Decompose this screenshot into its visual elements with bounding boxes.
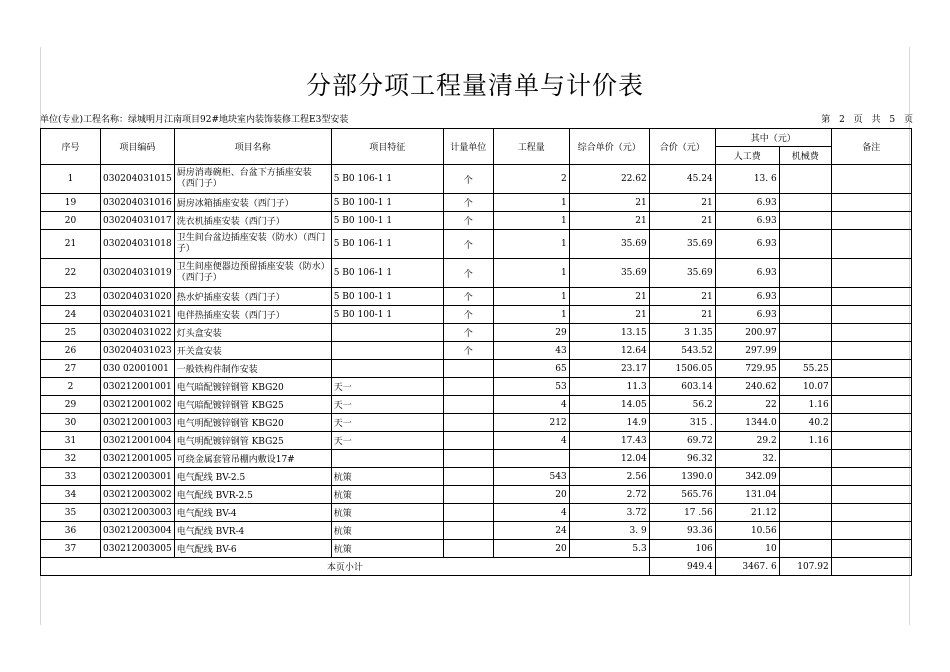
cell-name: 开关盒安装 [174, 342, 331, 360]
cell-machine [779, 486, 831, 504]
cell-unit: 个 [443, 212, 493, 230]
cell-qty: 4 [493, 432, 569, 450]
cell-name: 电伴热插座安装（西门子） [174, 306, 331, 324]
cell-code: 030212001005 [101, 450, 175, 468]
cell-machine [779, 522, 831, 540]
document-title: 分部分项工程量清单与计价表 [305, 71, 644, 100]
cell-total: 106 [649, 540, 715, 558]
cell-machine [779, 165, 831, 194]
cell-unit-price: 14.9 [569, 414, 649, 432]
cell-name: 电气明配镀锌钢管 KBG25 [174, 432, 331, 450]
cell-remark [831, 486, 911, 504]
cell-unit [443, 360, 493, 378]
cell-name: 电气明配镀锌钢管 KBG20 [174, 414, 331, 432]
cell-unit: 个 [443, 165, 493, 194]
cell-qty: 29 [493, 324, 569, 342]
cell-feature: 5 B0 100-1 1 [331, 306, 443, 324]
cell-qty: 1 [493, 259, 569, 288]
cell-code: 030212001002 [101, 396, 175, 414]
cell-seq: 35 [41, 504, 101, 522]
cell-labor: 131.04 [715, 486, 779, 504]
cell-seq: 32 [41, 450, 101, 468]
table-row [41, 306, 912, 324]
cell-labor: 21.12 [715, 504, 779, 522]
cell-seq: 33 [41, 468, 101, 486]
cell-name: 厨房冰箱插座安装（西门子） [174, 194, 331, 212]
header-total: 合价（元） [649, 129, 715, 165]
cell-unit-price: 12.64 [569, 342, 649, 360]
cell-code: 030204031019 [101, 259, 175, 288]
cell-code: 030204031023 [101, 342, 175, 360]
cell-labor: 1344.0 [715, 414, 779, 432]
cell-feature: 5 B0 106-1 1 [331, 259, 443, 288]
cell-name: 电气配线 BV-4 [174, 504, 331, 522]
cell-feature [331, 324, 443, 342]
cell-code: 030212003005 [101, 540, 175, 558]
cell-code: 030204031017 [101, 212, 175, 230]
cell-total: 96.32 [649, 450, 715, 468]
cell-total: 93.36 [649, 522, 715, 540]
table-row [41, 259, 912, 288]
cell-labor: 10 [715, 540, 779, 558]
cell-feature: 天一 [331, 396, 443, 414]
cell-seq: 1 [41, 165, 101, 194]
cell-unit [443, 540, 493, 558]
cell-unit-price: 21 [569, 288, 649, 306]
table-row [41, 342, 912, 360]
cell-unit [443, 432, 493, 450]
cell-labor: 6.93 [715, 306, 779, 324]
cell-total: 35.69 [649, 259, 715, 288]
cell-machine [779, 468, 831, 486]
cell-code: 030204031016 [101, 194, 175, 212]
cell-name: 厨房消毒碗柜、台盆下方插座安装（西门子） [174, 165, 331, 194]
cell-remark [831, 342, 911, 360]
cell-code: 030204031018 [101, 230, 175, 259]
cell-unit: 个 [443, 342, 493, 360]
header-labor: 人工费 [715, 147, 779, 165]
cell-name: 电气配线 BVR-4 [174, 522, 331, 540]
table-row [41, 165, 912, 194]
cell-unit [443, 378, 493, 396]
cell-code: 030212003004 [101, 522, 175, 540]
cell-code: 030204031015 [101, 165, 175, 194]
cell-unit [443, 414, 493, 432]
cell-remark [831, 414, 911, 432]
cell-unit-price: 35.69 [569, 230, 649, 259]
cell-code: 030212001004 [101, 432, 175, 450]
subtotal-row [41, 558, 912, 576]
cell-qty: 20 [493, 540, 569, 558]
cell-unit: 个 [443, 259, 493, 288]
cell-machine [779, 288, 831, 306]
cell-qty: 4 [493, 396, 569, 414]
cell-remark [831, 230, 911, 259]
subtotal-machine: 107.92 [779, 558, 831, 576]
cell-unit: 个 [443, 324, 493, 342]
cell-name: 电气配线 BV-6 [174, 540, 331, 558]
cell-seq: 26 [41, 342, 101, 360]
cell-code: 030212003001 [101, 468, 175, 486]
cell-qty: 43 [493, 342, 569, 360]
cell-feature: 杭策 [331, 504, 443, 522]
cell-machine [779, 342, 831, 360]
cell-code: 030212001001 [101, 378, 175, 396]
cell-total: 21 [649, 288, 715, 306]
header-code: 项目编码 [101, 129, 175, 165]
cell-name: 卫生间座便器边预留插座安装（防水）（西门子） [174, 259, 331, 288]
cell-machine [779, 450, 831, 468]
cell-total: 35.69 [649, 230, 715, 259]
table-row [41, 230, 912, 259]
cell-name: 卫生间台盆边插座安装（防水）（西门子） [174, 230, 331, 259]
table-row [41, 288, 912, 306]
cell-total: 69.72 [649, 432, 715, 450]
cell-feature [331, 342, 443, 360]
cell-qty: 1 [493, 194, 569, 212]
table-row [41, 522, 912, 540]
cell-unit: 个 [443, 230, 493, 259]
cell-name: 灯头盒安装 [174, 324, 331, 342]
subtotal-labor: 3467. 6 [715, 558, 779, 576]
cell-remark [831, 360, 911, 378]
cell-labor: 6.93 [715, 259, 779, 288]
cell-feature: 5 B0 106-1 1 [331, 165, 443, 194]
header-seq: 序号 [41, 129, 101, 165]
cell-name: 一般铁构件制作安装 [174, 360, 331, 378]
cell-total: 45.24 [649, 165, 715, 194]
cell-unit: 个 [443, 194, 493, 212]
page-number: 第 2 页 共 5 页 [821, 115, 916, 125]
cell-remark [831, 306, 911, 324]
cell-machine [779, 194, 831, 212]
cell-unit [443, 396, 493, 414]
cell-qty: 65 [493, 360, 569, 378]
cell-unit [443, 504, 493, 522]
cell-machine [779, 230, 831, 259]
table-row [41, 432, 912, 450]
cell-seq: 34 [41, 486, 101, 504]
cell-seq: 2 [41, 378, 101, 396]
cell-labor: 22 [715, 396, 779, 414]
cell-total: 603.14 [649, 378, 715, 396]
cell-code: 030204031022 [101, 324, 175, 342]
cell-seq: 27 [41, 360, 101, 378]
cell-feature [331, 450, 443, 468]
table-row [41, 486, 912, 504]
cell-unit: 个 [443, 288, 493, 306]
cell-total: 315 . [649, 414, 715, 432]
cell-feature: 杭策 [331, 468, 443, 486]
bill-of-quantities-table [40, 128, 912, 576]
header-unit: 计量单位 [443, 129, 493, 165]
cell-remark [831, 468, 911, 486]
cell-unit [443, 450, 493, 468]
cell-feature: 杭策 [331, 540, 443, 558]
cell-labor: 6.93 [715, 212, 779, 230]
cell-seq: 29 [41, 396, 101, 414]
header-feature: 项目特征 [331, 129, 443, 165]
cell-seq: 36 [41, 522, 101, 540]
cell-qty: 212 [493, 414, 569, 432]
table-row [41, 378, 912, 396]
cell-machine [779, 212, 831, 230]
cell-name: 可绕金属套管吊棚内敷设17# [174, 450, 331, 468]
cell-unit-price: 35.69 [569, 259, 649, 288]
header-qty: 工程量 [493, 129, 569, 165]
cell-remark [831, 378, 911, 396]
cell-remark [831, 522, 911, 540]
cell-feature: 5 B0 106-1 1 [331, 230, 443, 259]
table-row [41, 540, 912, 558]
cell-machine: 10.07 [779, 378, 831, 396]
cell-total: 56.2 [649, 396, 715, 414]
cell-name: 电气暗配镀锌钢管 KBG20 [174, 378, 331, 396]
cell-code: 030212003003 [101, 504, 175, 522]
header-name: 项目名称 [174, 129, 331, 165]
cell-total: 1390.0 [649, 468, 715, 486]
cell-qty: 1 [493, 306, 569, 324]
cell-remark [831, 450, 911, 468]
cell-qty: 20 [493, 486, 569, 504]
cell-unit-price: 12.04 [569, 450, 649, 468]
cell-remark [831, 324, 911, 342]
cell-qty: 543 [493, 468, 569, 486]
cell-machine [779, 306, 831, 324]
header-machine: 机械费 [779, 147, 831, 165]
cell-code: 030212003002 [101, 486, 175, 504]
cell-labor: 10.56 [715, 522, 779, 540]
subtotal-label: 本页小计 [41, 558, 650, 576]
cell-unit [443, 522, 493, 540]
cell-labor: 6.93 [715, 230, 779, 259]
cell-labor: 13. 6 [715, 165, 779, 194]
table-row [41, 324, 912, 342]
cell-feature: 5 B0 100-1 1 [331, 212, 443, 230]
cell-feature [331, 360, 443, 378]
cell-machine [779, 324, 831, 342]
cell-name: 热水炉插座安装（西门子） [174, 288, 331, 306]
cell-labor: 342.09 [715, 468, 779, 486]
cell-feature: 天一 [331, 432, 443, 450]
cell-remark [831, 194, 911, 212]
cell-unit-price: 13.15 [569, 324, 649, 342]
table-row [41, 360, 912, 378]
cell-unit: 个 [443, 306, 493, 324]
cell-machine [779, 540, 831, 558]
header-of-which: 其中（元） [715, 129, 831, 147]
cell-labor: 240.62 [715, 378, 779, 396]
cell-qty: 1 [493, 288, 569, 306]
cell-unit-price: 21 [569, 194, 649, 212]
cell-unit [443, 468, 493, 486]
cell-labor: 200.97 [715, 324, 779, 342]
table-row [41, 450, 912, 468]
cell-unit-price: 21 [569, 306, 649, 324]
cell-feature: 5 B0 100-1 1 [331, 288, 443, 306]
cell-machine: 1.16 [779, 432, 831, 450]
cell-code: 030 02001001 [101, 360, 175, 378]
cell-labor: 32. [715, 450, 779, 468]
cell-unit-price: 21 [569, 212, 649, 230]
cell-unit [443, 486, 493, 504]
cell-qty: 4 [493, 504, 569, 522]
cell-unit-price: 17.43 [569, 432, 649, 450]
cell-seq: 30 [41, 414, 101, 432]
cell-remark [831, 540, 911, 558]
project-unit-line: 单位(专业)工程名称：绿城明月江南项目92#地块室内装饰装修工程E3型安装 [40, 115, 349, 125]
cell-seq: 31 [41, 432, 101, 450]
cell-remark [831, 432, 911, 450]
cell-code: 030204031021 [101, 306, 175, 324]
cell-total: 17 .56 [649, 504, 715, 522]
subtotal-remark [831, 558, 911, 576]
cell-name: 电气配线 BV-2.5 [174, 468, 331, 486]
cell-seq: 19 [41, 194, 101, 212]
cell-remark [831, 165, 911, 194]
cell-unit-price: 14.05 [569, 396, 649, 414]
cell-remark [831, 212, 911, 230]
cell-unit-price: 23.17 [569, 360, 649, 378]
cell-code: 030212001003 [101, 414, 175, 432]
cell-total: 565.76 [649, 486, 715, 504]
cell-name: 洗衣机插座安装（西门子） [174, 212, 331, 230]
cell-unit-price: 2.72 [569, 486, 649, 504]
table-row [41, 212, 912, 230]
cell-unit-price: 5.3 [569, 540, 649, 558]
cell-total: 21 [649, 212, 715, 230]
cell-remark [831, 288, 911, 306]
cell-feature: 天一 [331, 378, 443, 396]
cell-unit-price: 3.72 [569, 504, 649, 522]
cell-remark [831, 504, 911, 522]
cell-qty: 2 [493, 165, 569, 194]
cell-feature: 杭策 [331, 522, 443, 540]
cell-labor: 6.93 [715, 194, 779, 212]
cell-remark [831, 259, 911, 288]
table-row [41, 396, 912, 414]
cell-labor: 729.95 [715, 360, 779, 378]
cell-qty [493, 450, 569, 468]
subtotal-total: 949.4 [649, 558, 715, 576]
cell-total: 543.52 [649, 342, 715, 360]
cell-code: 030204031020 [101, 288, 175, 306]
cell-unit-price: 22.62 [569, 165, 649, 194]
cell-name: 电气暗配镀锌钢管 KBG25 [174, 396, 331, 414]
cell-seq: 24 [41, 306, 101, 324]
cell-total: 21 [649, 194, 715, 212]
cell-machine: 40.2 [779, 414, 831, 432]
cell-feature: 天一 [331, 414, 443, 432]
cell-machine: 55.25 [779, 360, 831, 378]
cell-name: 电气配线 BVR-2.5 [174, 486, 331, 504]
cell-seq: 23 [41, 288, 101, 306]
table-row [41, 468, 912, 486]
cell-machine: 1.16 [779, 396, 831, 414]
cell-remark [831, 396, 911, 414]
cell-feature: 5 B0 100-1 1 [331, 194, 443, 212]
cell-labor: 297.99 [715, 342, 779, 360]
cell-qty: 1 [493, 230, 569, 259]
cell-seq: 25 [41, 324, 101, 342]
cell-seq: 20 [41, 212, 101, 230]
cell-total: 3 1.35 [649, 324, 715, 342]
table-row [41, 194, 912, 212]
cell-qty: 24 [493, 522, 569, 540]
cell-labor: 29.2 [715, 432, 779, 450]
cell-feature: 杭策 [331, 486, 443, 504]
table-row [41, 414, 912, 432]
cell-qty: 53 [493, 378, 569, 396]
cell-unit-price: 3. 9 [569, 522, 649, 540]
cell-seq: 21 [41, 230, 101, 259]
cell-total: 21 [649, 306, 715, 324]
cell-machine [779, 259, 831, 288]
cell-unit-price: 11.3 [569, 378, 649, 396]
cell-qty: 1 [493, 212, 569, 230]
cell-total: 1506.05 [649, 360, 715, 378]
table-row [41, 504, 912, 522]
cell-unit-price: 2.56 [569, 468, 649, 486]
cell-labor: 6.93 [715, 288, 779, 306]
cell-seq: 22 [41, 259, 101, 288]
header-remark: 备注 [831, 129, 911, 165]
cell-machine [779, 504, 831, 522]
header-unit-price: 综合单价（元） [569, 129, 649, 165]
cell-seq: 37 [41, 540, 101, 558]
